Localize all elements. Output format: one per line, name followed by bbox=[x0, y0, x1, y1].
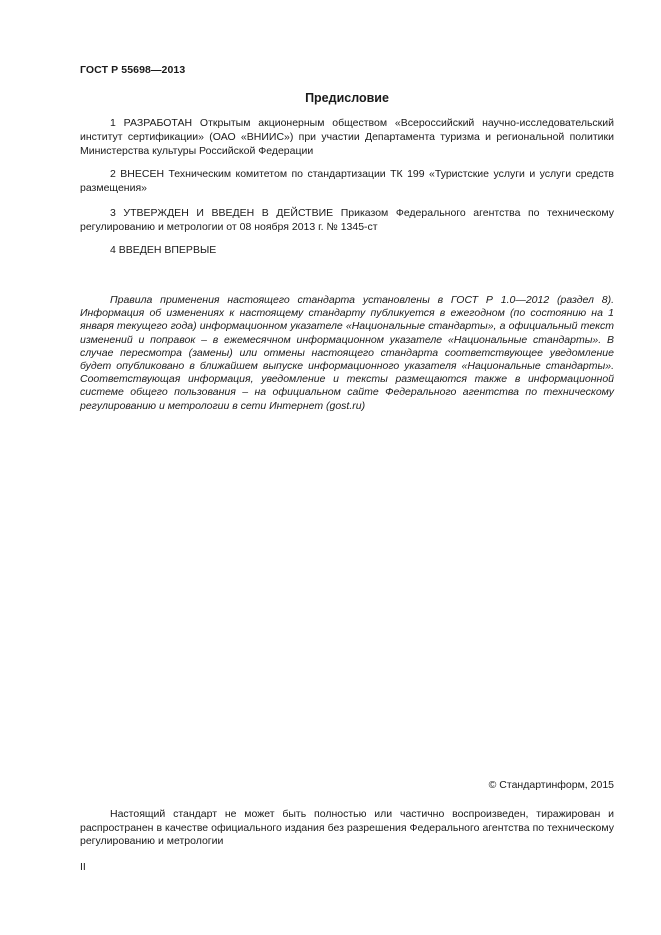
page-number: II bbox=[80, 861, 86, 873]
copyright-notice: © Стандартинформ, 2015 bbox=[488, 779, 614, 791]
paragraph-developed-by: 1 РАЗРАБОТАН Открытым акционерным обществом «Всероссийский научно-исследовательский институт сертификации» (ОАО «ВНИИС») при участии Департамента туризма и региональной политики Министерства культуры Российской Федерации bbox=[80, 117, 614, 157]
paragraph-introduced: 4 ВВЕДЕН ВПЕРВЫЕ bbox=[110, 244, 217, 256]
paragraph-approved: 3 УТВЕРЖДЕН И ВВЕДЕН В ДЕЙСТВИЕ Приказом Федерального агентства по техническому регулированию и метрологии от 08 ноября 2013 г. № 1345-ст bbox=[80, 207, 614, 233]
paragraph-submitted-by: 2 ВНЕСЕН Техническим комитетом по стандартизации ТК 199 «Туристские услуги и услуги средств размещения» bbox=[80, 168, 614, 194]
reproduction-rights-notice: Настоящий стандарт не может быть полностью или частично воспроизведен, тиражирован и распространен в качестве официального издания без разрешения Федерального агентства по техническому регулированию и метрологии bbox=[80, 808, 614, 847]
usage-rules-note: Правила применения настоящего стандарта установлены в ГОСТ Р 1.0—2012 (раздел 8). Информация об изменениях к настоящему стандарту публикуется в ежегодном (по состоянию на 1 января текущего года) информационном указателе «Национальные стандарты», а официальный текст изменений и поправок – в ежемесячном информационном указателе «Национальные стандарты». В случае пересмотра (замены) или отмены настоящего стандарта соответствующее уведомление будет опубликовано в ближайшем выпуске информационного указателя «Национальные стандарты». Соответствующая информация, уведомление и тексты размещаются также в информационной системе общего пользования – на официальном сайте Федерального агентства по техническому регулированию и метрологии в сети Интернет (gost.ru) bbox=[80, 294, 614, 412]
section-title: Предисловие bbox=[305, 91, 389, 105]
document-code: ГОСТ Р 55698—2013 bbox=[80, 64, 186, 76]
